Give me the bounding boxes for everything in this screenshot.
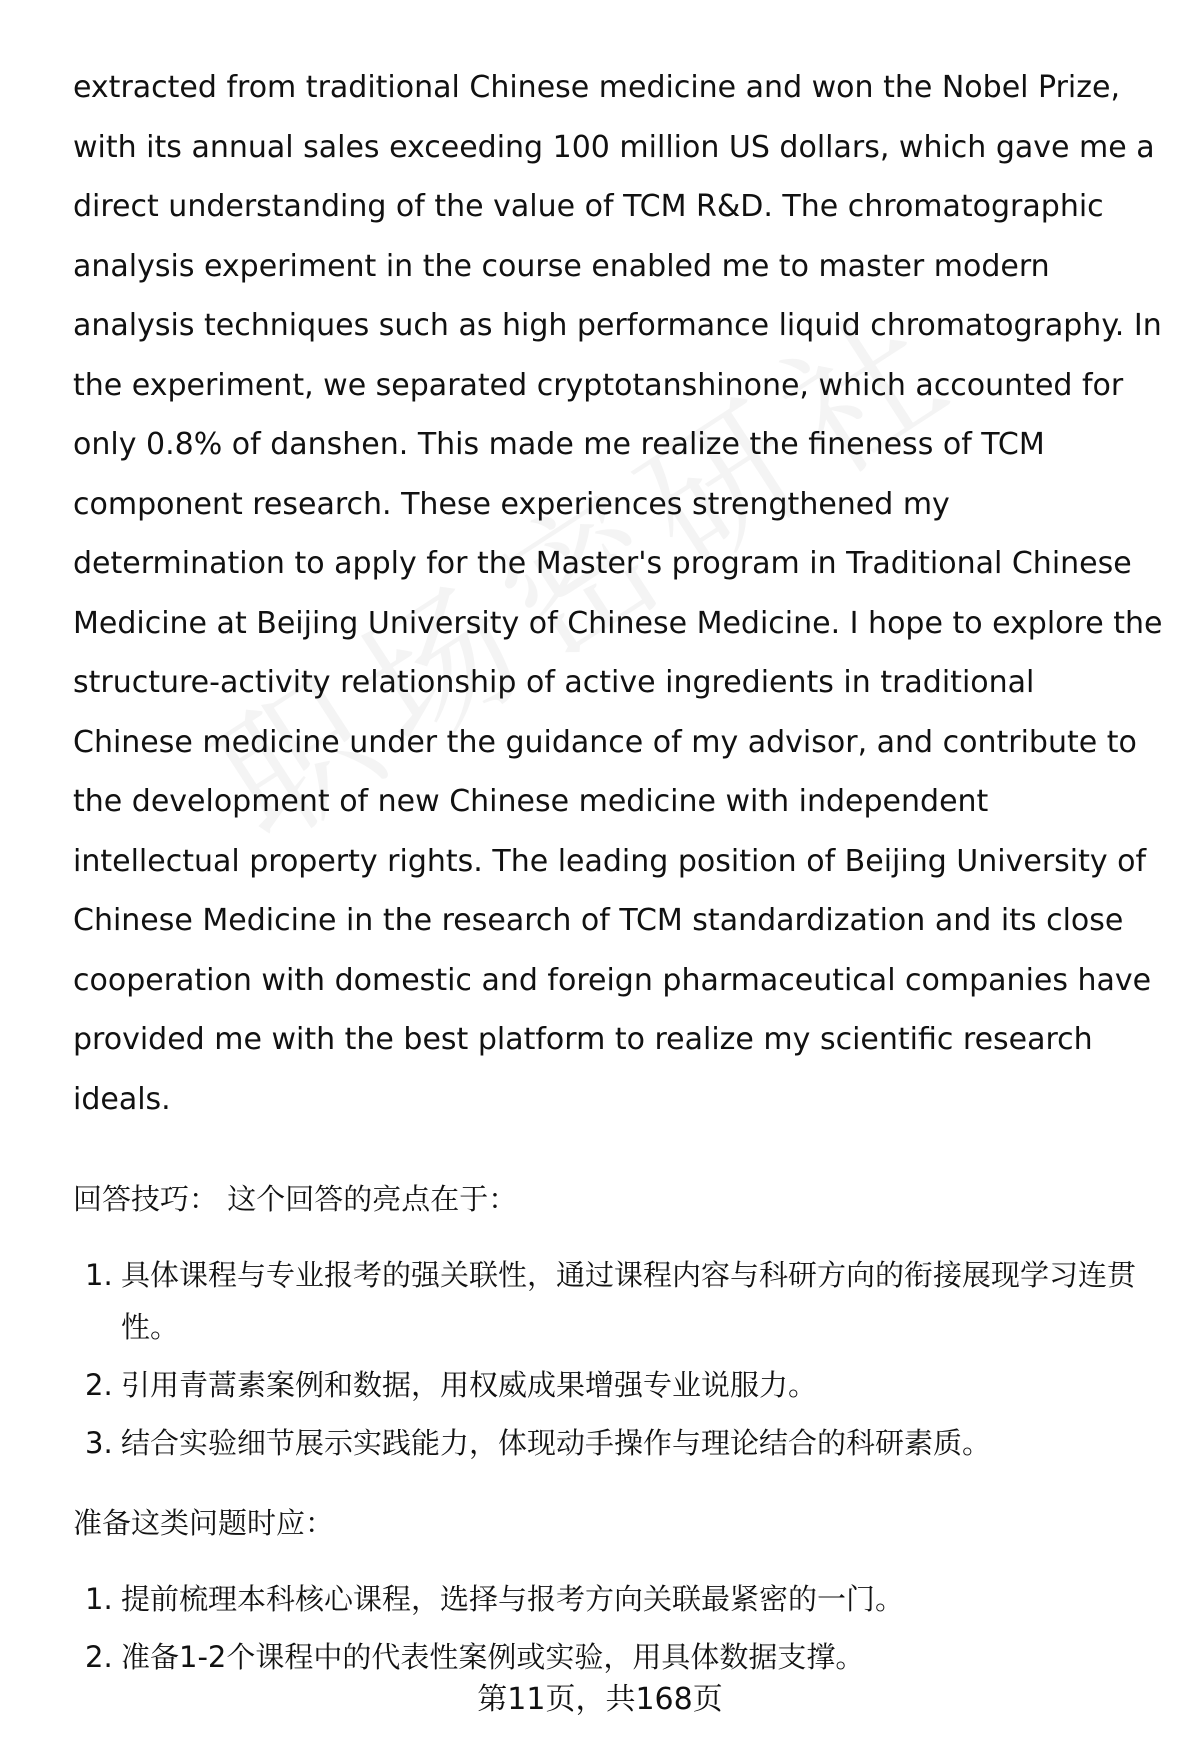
tips-item-text: 引用青蒿素案例和数据，用权威成果增强专业说服力。 [121,1368,818,1402]
prep-list-item [73,1631,1163,1683]
tips-list-item [73,1359,1163,1411]
tips-item-text: 具体课程与专业报考的强关联性，通过课程内容与科研方向的衔接展现学习连贯性。 [121,1258,1137,1344]
prep-label: 准备这类问题时应： [73,1506,335,1540]
tips-list-item [73,1417,1163,1469]
tips-item-number: 1. [85,1258,113,1292]
prep-item-number: 1. [85,1582,113,1616]
tips-item-number: 2. [85,1368,113,1402]
tips-list-item [73,1249,1163,1353]
prep-item-number: 2. [85,1640,113,1674]
tips-item-number: 3. [85,1426,113,1460]
prep-list [73,1573,1163,1683]
tips-item-text: 结合实验细节展示实践能力，体现动手操作与理论结合的科研素质。 [121,1426,992,1460]
prep-item-text: 准备1-2个课程中的代表性案例或实验，用具体数据支撑。 [121,1640,865,1674]
body-paragraph: extracted from traditional Chinese medicine and won the Nobel Prize, with its annual sales exceeding 100 million US dollars, which gave me a direct understanding of the value of TCM R&D. The chromatographic analysis experiment in the course enabled me to master modern analysis techniques such as high performance liquid chromatography. In the experiment, we separated cryptotanshinone, which accounted for only 0.8% of danshen. This made me realize the fineness of TCM component research. These experiences strengthened my determination to apply for the Master's program in Traditional Chinese Medicine at Beijing University of Chinese Medicine. I hope to explore the structure-activity relationship of active ingredients in traditional Chinese medicine under the guidance of my advisor, and contribute to the development of new Chinese medicine with independent intellectual property rights. The leading position of Beijing University of Chinese Medicine in the research of TCM standardization and its close cooperation with domestic and foreign pharmaceutical companies have provided me with the best platform to realize my scientific research ideals. [73,70,1163,1117]
document-content [73,58,1163,1683]
tips-list [73,1249,1163,1469]
tips-label: 回答技巧： 这个回答的亮点在于： [73,1182,518,1216]
page-footer: 第11页，共168页 [477,1682,723,1717]
prep-list-item [73,1573,1163,1625]
prep-item-text: 提前梳理本科核心课程，选择与报考方向关联最紧密的一门。 [121,1582,905,1616]
